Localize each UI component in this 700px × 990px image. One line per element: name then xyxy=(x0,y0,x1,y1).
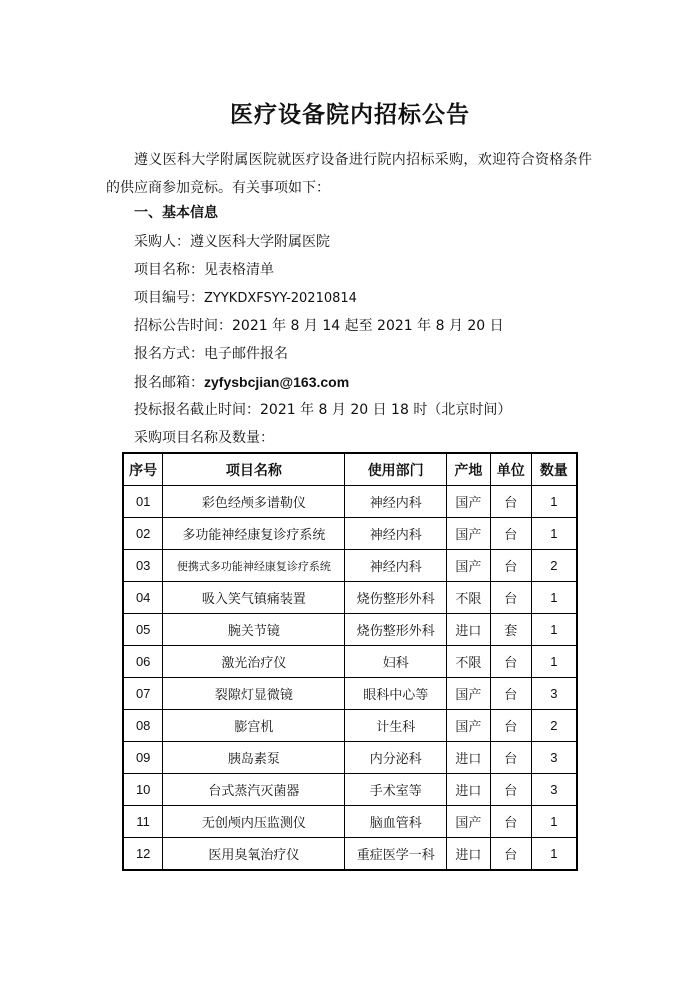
cell-qty: 1 xyxy=(531,806,577,838)
cell-unit: 套 xyxy=(490,614,531,646)
cell-name: 吸入笑气镇痛装置 xyxy=(163,582,345,614)
info-purchaser xyxy=(134,228,330,256)
table-row xyxy=(123,838,577,871)
table-row xyxy=(123,550,577,582)
cell-name: 激光治疗仪 xyxy=(163,646,345,678)
cell-qty: 1 xyxy=(531,518,577,550)
info-label: 投标报名截止时间： xyxy=(134,402,260,418)
table-row xyxy=(123,774,577,806)
cell-name: 腕关节镜 xyxy=(163,614,345,646)
cell-dept: 重症医学一科 xyxy=(345,838,447,871)
cell-name: 彩色经颅多谱勒仪 xyxy=(163,486,345,518)
cell-qty: 1 xyxy=(531,582,577,614)
info-label: 报名方式： xyxy=(134,346,204,362)
header-name: 项目名称 xyxy=(163,453,345,486)
cell-dept: 计生科 xyxy=(345,710,447,742)
cell-qty: 2 xyxy=(531,550,577,582)
table-row xyxy=(123,614,577,646)
cell-no: 12 xyxy=(123,838,163,871)
cell-dept: 手术室等 xyxy=(345,774,447,806)
info-value: 见表格清单 xyxy=(204,262,274,278)
cell-dept: 烧伤整形外科 xyxy=(345,582,447,614)
table-header-row xyxy=(123,453,577,486)
cell-dept: 神经内科 xyxy=(345,550,447,582)
cell-origin: 国产 xyxy=(446,550,490,582)
cell-no: 09 xyxy=(123,742,163,774)
cell-no: 03 xyxy=(123,550,163,582)
cell-origin: 进口 xyxy=(446,838,490,871)
cell-unit: 台 xyxy=(490,710,531,742)
cell-unit: 台 xyxy=(490,838,531,871)
cell-dept: 神经内科 xyxy=(345,486,447,518)
info-label: 采购项目名称及数量： xyxy=(134,430,274,446)
intro-paragraph: 遵义医科大学附属医院就医疗设备进行院内招标采购，欢迎符合资格条件的供应商参加竞标。有关事项如下： xyxy=(106,152,592,196)
info-label: 报名邮箱： xyxy=(134,375,204,391)
cell-origin: 进口 xyxy=(446,614,490,646)
info-registration-email xyxy=(134,368,349,397)
cell-no: 07 xyxy=(123,678,163,710)
info-label: 项目编号： xyxy=(134,290,204,306)
cell-dept: 妇科 xyxy=(345,646,447,678)
table-row xyxy=(123,806,577,838)
cell-qty: 1 xyxy=(531,838,577,871)
table-row xyxy=(123,742,577,774)
cell-name: 裂隙灯显微镜 xyxy=(163,678,345,710)
cell-qty: 3 xyxy=(531,742,577,774)
cell-dept: 神经内科 xyxy=(345,518,447,550)
cell-origin: 不限 xyxy=(446,646,490,678)
info-value: 电子邮件报名 xyxy=(204,346,288,362)
cell-qty: 2 xyxy=(531,710,577,742)
header-origin: 产地 xyxy=(446,453,490,486)
table-row xyxy=(123,710,577,742)
cell-no: 11 xyxy=(123,806,163,838)
cell-origin: 国产 xyxy=(446,518,490,550)
cell-qty: 3 xyxy=(531,678,577,710)
cell-unit: 台 xyxy=(490,774,531,806)
info-project-code xyxy=(134,284,357,313)
header-qty: 数量 xyxy=(531,453,577,486)
cell-dept: 脑血管科 xyxy=(345,806,447,838)
cell-unit: 台 xyxy=(490,486,531,518)
cell-unit: 台 xyxy=(490,806,531,838)
cell-origin: 不限 xyxy=(446,582,490,614)
table-row xyxy=(123,646,577,678)
cell-name: 医用臭氧治疗仪 xyxy=(163,838,345,871)
header-unit: 单位 xyxy=(490,453,531,486)
cell-unit: 台 xyxy=(490,582,531,614)
cell-no: 05 xyxy=(123,614,163,646)
info-registration-method xyxy=(134,340,288,368)
cell-unit: 台 xyxy=(490,550,531,582)
cell-qty: 3 xyxy=(531,774,577,806)
cell-origin: 国产 xyxy=(446,806,490,838)
cell-name: 多功能神经康复诊疗系统 xyxy=(163,518,345,550)
cell-no: 02 xyxy=(123,518,163,550)
cell-name: 无创颅内压监测仪 xyxy=(163,806,345,838)
table-row xyxy=(123,518,577,550)
info-value: 遵义医科大学附属医院 xyxy=(190,234,330,250)
cell-no: 10 xyxy=(123,774,163,806)
cell-unit: 台 xyxy=(490,742,531,774)
procurement-items-table xyxy=(122,452,578,871)
cell-qty: 1 xyxy=(531,646,577,678)
cell-origin: 进口 xyxy=(446,774,490,806)
info-items-caption xyxy=(134,424,274,452)
cell-name: 膨宫机 xyxy=(163,710,345,742)
info-label: 招标公告时间： xyxy=(134,318,232,334)
cell-no: 01 xyxy=(123,486,163,518)
cell-dept: 烧伤整形外科 xyxy=(345,614,447,646)
header-no: 序号 xyxy=(123,453,163,486)
info-label: 采购人： xyxy=(134,234,190,250)
header-dept: 使用部门 xyxy=(345,453,447,486)
cell-qty: 1 xyxy=(531,614,577,646)
cell-name: 胰岛素泵 xyxy=(163,742,345,774)
document-title: 医疗设备院内招标公告 xyxy=(230,102,470,128)
cell-dept: 内分泌科 xyxy=(345,742,447,774)
cell-name: 便携式多功能神经康复诊疗系统 xyxy=(163,550,345,582)
cell-unit: 台 xyxy=(490,678,531,710)
cell-unit: 台 xyxy=(490,646,531,678)
table-row xyxy=(123,678,577,710)
section-heading-basic-info: 一、基本信息 xyxy=(134,205,218,221)
cell-name: 台式蒸汽灭菌器 xyxy=(163,774,345,806)
cell-qty: 1 xyxy=(531,486,577,518)
cell-origin: 国产 xyxy=(446,678,490,710)
info-value: 2021 年 8 月 20 日 18 时（北京时间） xyxy=(260,402,512,418)
info-label: 项目名称： xyxy=(134,262,204,278)
cell-no: 06 xyxy=(123,646,163,678)
cell-origin: 进口 xyxy=(446,742,490,774)
info-value: 2021 年 8 月 14 起至 2021 年 8 月 20 日 xyxy=(232,318,504,334)
cell-dept: 眼科中心等 xyxy=(345,678,447,710)
cell-origin: 国产 xyxy=(446,710,490,742)
cell-unit: 台 xyxy=(490,518,531,550)
email-link[interactable]: zyfysbcjian@163.com xyxy=(204,374,350,390)
cell-no: 04 xyxy=(123,582,163,614)
info-notice-period xyxy=(134,312,504,340)
info-project-name xyxy=(134,256,274,284)
info-value: ZYYKDXFSYY-20210814 xyxy=(204,291,357,306)
info-deadline xyxy=(134,396,511,424)
table-row xyxy=(123,486,577,518)
table-row xyxy=(123,582,577,614)
cell-no: 08 xyxy=(123,710,163,742)
cell-origin: 国产 xyxy=(446,486,490,518)
